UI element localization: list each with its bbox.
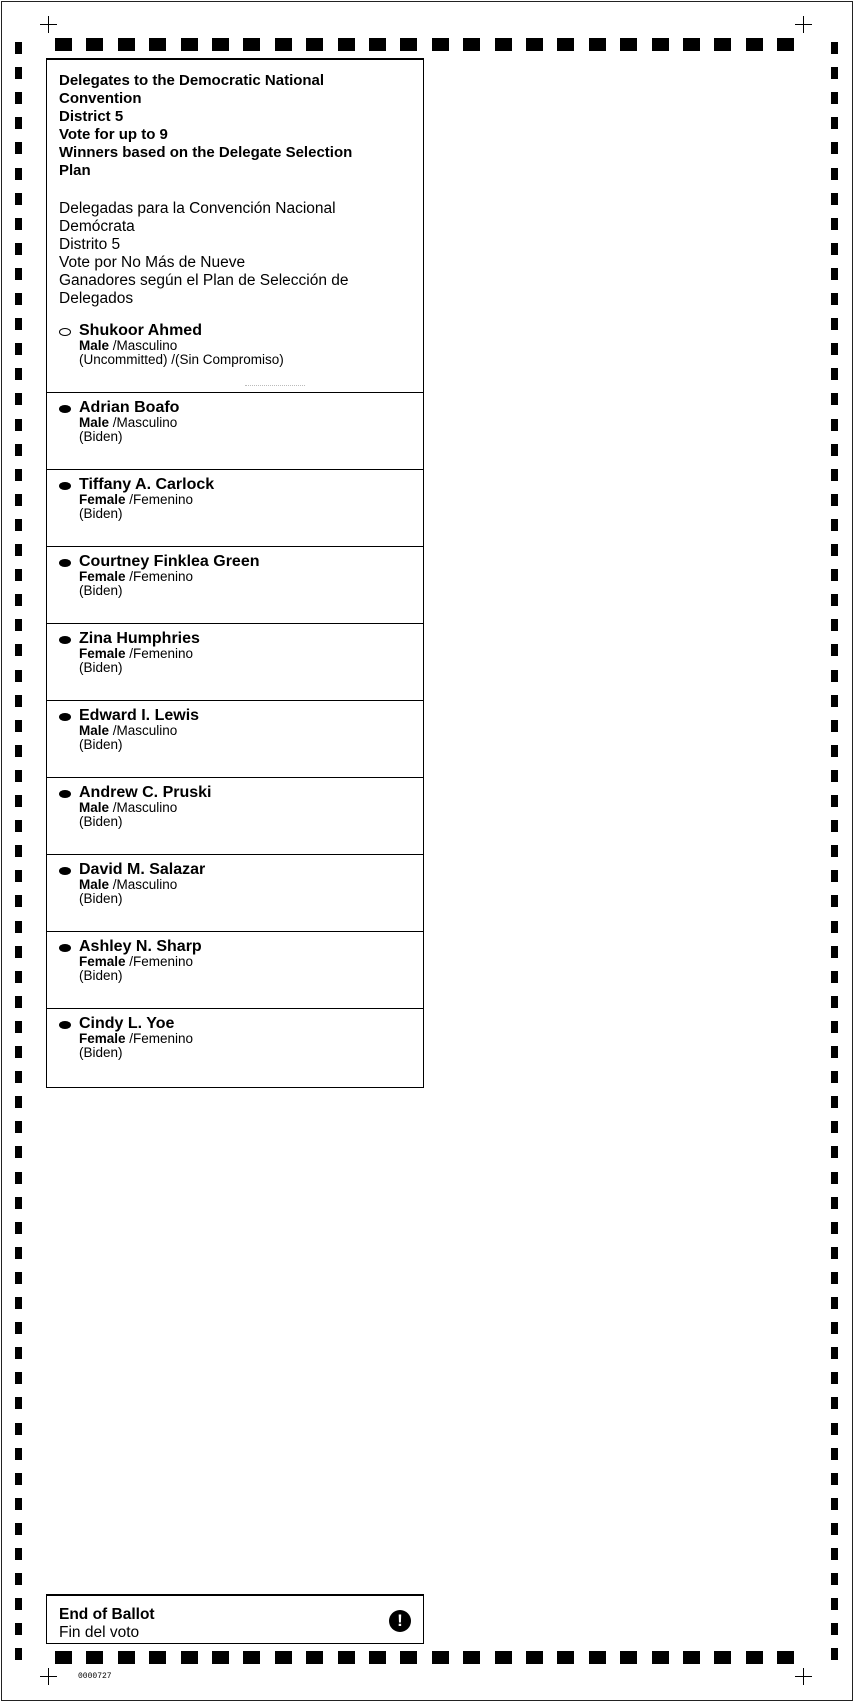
timing-mark xyxy=(15,1448,22,1460)
timing-mark xyxy=(15,368,22,380)
timing-mark xyxy=(683,38,700,51)
timing-mark xyxy=(831,1397,838,1409)
end-of-ballot-box xyxy=(46,1594,424,1644)
contest-title-line: Plan xyxy=(59,162,91,179)
registration-crosshair-icon xyxy=(795,16,812,33)
contest-title-line: Delegates to the Democratic National xyxy=(59,72,325,89)
timing-mark xyxy=(463,38,480,51)
timing-mark xyxy=(831,971,838,983)
gender-es: /Masculino xyxy=(109,415,178,430)
candidate-party: (Biden) xyxy=(79,814,123,829)
candidate-option[interactable] xyxy=(47,1009,423,1086)
timing-mark xyxy=(55,38,72,51)
timing-mark xyxy=(746,1651,763,1664)
timing-mark xyxy=(15,870,22,882)
timing-mark xyxy=(15,1397,22,1409)
timing-mark xyxy=(831,1197,838,1209)
timing-mark xyxy=(831,519,838,531)
timing-mark xyxy=(15,318,22,330)
timing-mark xyxy=(15,1172,22,1184)
timing-mark xyxy=(831,368,838,380)
timing-mark xyxy=(15,494,22,506)
timing-mark xyxy=(831,67,838,79)
timing-mark xyxy=(831,268,838,280)
timing-mark xyxy=(15,594,22,606)
candidate-option[interactable] xyxy=(47,547,423,624)
timing-mark xyxy=(463,1651,480,1664)
timing-mark xyxy=(620,1651,637,1664)
timing-mark xyxy=(831,168,838,180)
timing-mark xyxy=(15,745,22,757)
timing-mark xyxy=(831,193,838,205)
timing-mark xyxy=(831,218,838,230)
timing-mark xyxy=(15,1498,22,1510)
gender-en: Male xyxy=(79,415,110,430)
timing-mark xyxy=(831,444,838,456)
timing-mark xyxy=(275,1651,292,1664)
timing-mark xyxy=(831,594,838,606)
timing-mark xyxy=(15,142,22,154)
timing-mark xyxy=(212,1651,229,1664)
timing-mark xyxy=(831,92,838,104)
timing-mark xyxy=(831,569,838,581)
timing-mark xyxy=(831,1623,838,1635)
timing-mark xyxy=(15,795,22,807)
contest-title-es xyxy=(59,200,411,308)
timing-mark xyxy=(831,1448,838,1460)
vote-oval-icon[interactable] xyxy=(59,713,71,721)
timing-mark xyxy=(149,38,166,51)
timing-mark xyxy=(432,1651,449,1664)
timing-mark xyxy=(831,393,838,405)
timing-mark xyxy=(15,1573,22,1585)
timing-mark xyxy=(15,1648,22,1660)
timing-mark xyxy=(831,820,838,832)
contest-title-line-es: Delegados xyxy=(59,290,134,307)
timing-mark xyxy=(831,1473,838,1485)
timing-mark xyxy=(831,745,838,757)
timing-mark xyxy=(620,38,637,51)
timing-mark xyxy=(15,770,22,782)
candidate-party: (Biden) xyxy=(79,891,123,906)
timing-mark xyxy=(831,845,838,857)
timing-mark xyxy=(15,1096,22,1108)
timing-mark xyxy=(831,1573,838,1585)
registration-crosshair-icon xyxy=(40,1668,57,1685)
candidate-party: (Uncommitted) /(Sin Compromiso) xyxy=(79,352,284,367)
candidate-name: Courtney Finklea Green xyxy=(79,553,260,570)
timing-mark xyxy=(15,243,22,255)
candidate-party: (Biden) xyxy=(79,429,123,444)
gender-es: /Femenino xyxy=(125,646,194,661)
timing-mark xyxy=(831,117,838,129)
timing-mark xyxy=(15,1473,22,1485)
candidate-gender xyxy=(79,339,423,353)
timing-mark xyxy=(15,343,22,355)
timing-mark xyxy=(181,1651,198,1664)
timing-mark xyxy=(55,1651,72,1664)
candidate-gender xyxy=(79,955,423,969)
candidate-gender xyxy=(79,878,423,892)
gender-en: Female xyxy=(79,492,126,507)
vote-oval-icon[interactable] xyxy=(59,790,71,798)
timing-mark xyxy=(831,1598,838,1610)
candidate-name: Ashley N. Sharp xyxy=(79,938,202,955)
timing-mark xyxy=(15,820,22,832)
timing-mark xyxy=(369,1651,386,1664)
timing-mark xyxy=(831,343,838,355)
timing-mark xyxy=(118,38,135,51)
vote-oval-icon[interactable] xyxy=(59,328,71,336)
timing-mark xyxy=(15,670,22,682)
candidate-gender xyxy=(79,493,423,507)
gender-es: /Femenino xyxy=(125,1031,194,1046)
timing-mark xyxy=(15,293,22,305)
timing-mark xyxy=(831,720,838,732)
timing-mark xyxy=(831,870,838,882)
timing-mark xyxy=(15,1598,22,1610)
contest-title-line: Vote for up to 9 xyxy=(59,126,168,143)
timing-mark xyxy=(15,569,22,581)
vote-oval-icon[interactable] xyxy=(59,405,71,413)
candidate-party: (Biden) xyxy=(79,583,123,598)
timing-mark xyxy=(15,268,22,280)
timing-mark xyxy=(831,1021,838,1033)
timing-mark xyxy=(400,1651,417,1664)
contest-title-line-es: Demócrata xyxy=(59,218,135,235)
timing-mark xyxy=(831,419,838,431)
registration-crosshair-icon xyxy=(795,1668,812,1685)
timing-mark xyxy=(831,1247,838,1259)
timing-mark xyxy=(243,38,260,51)
gender-es: /Masculino xyxy=(109,723,178,738)
timing-mark xyxy=(831,1272,838,1284)
timing-mark xyxy=(15,845,22,857)
candidate-party: (Biden) xyxy=(79,506,123,521)
timing-mark xyxy=(15,519,22,531)
timing-mark xyxy=(369,38,386,51)
timing-mark xyxy=(86,1651,103,1664)
contest-title-line-es: Delegadas para la Convención Nacional xyxy=(59,200,336,217)
timing-mark xyxy=(831,795,838,807)
candidate-gender xyxy=(79,416,423,430)
gender-es: /Femenino xyxy=(125,569,194,584)
faint-divider xyxy=(245,385,305,386)
timing-mark xyxy=(831,469,838,481)
timing-mark xyxy=(831,770,838,782)
gender-es: /Femenino xyxy=(125,954,194,969)
timing-mark xyxy=(306,38,323,51)
contest-title-line-es: Vote por No Más de Nueve xyxy=(59,254,246,271)
timing-mark xyxy=(714,38,731,51)
vote-oval-icon[interactable] xyxy=(59,1021,71,1029)
timing-mark xyxy=(683,1651,700,1664)
timing-mark xyxy=(15,644,22,656)
timing-mark xyxy=(714,1651,731,1664)
timing-mark xyxy=(15,168,22,180)
timing-mark xyxy=(495,1651,512,1664)
timing-mark xyxy=(831,1121,838,1133)
timing-mark xyxy=(15,1623,22,1635)
contest-title-line: District 5 xyxy=(59,108,124,125)
timing-mark xyxy=(15,921,22,933)
timing-mark xyxy=(831,1222,838,1234)
timing-mark xyxy=(15,1548,22,1560)
timing-mark xyxy=(118,1651,135,1664)
gender-en: Female xyxy=(79,569,126,584)
gender-en: Female xyxy=(79,1031,126,1046)
timing-mark xyxy=(831,1046,838,1058)
registration-crosshair-icon xyxy=(40,16,57,33)
candidate-option[interactable] xyxy=(47,393,423,470)
timing-mark xyxy=(557,1651,574,1664)
timing-mark xyxy=(15,1146,22,1158)
candidate-party: (Biden) xyxy=(79,1045,123,1060)
vote-oval-icon[interactable] xyxy=(59,482,71,490)
timing-mark xyxy=(15,1247,22,1259)
end-of-ballot-label-es: Fin del voto xyxy=(59,1624,140,1641)
candidate-party: (Biden) xyxy=(79,737,123,752)
timing-mark xyxy=(15,1021,22,1033)
timing-mark xyxy=(15,1297,22,1309)
timing-mark xyxy=(149,1651,166,1664)
timing-mark xyxy=(831,1548,838,1560)
timing-mark xyxy=(652,1651,669,1664)
timing-mark xyxy=(15,946,22,958)
timing-mark xyxy=(338,38,355,51)
timing-mark xyxy=(400,38,417,51)
ballot-id: 0000727 xyxy=(78,1672,112,1681)
timing-mark xyxy=(306,1651,323,1664)
timing-mark xyxy=(831,1372,838,1384)
timing-mark xyxy=(432,38,449,51)
timing-mark xyxy=(275,38,292,51)
gender-en: Female xyxy=(79,646,126,661)
contest-header xyxy=(47,60,423,316)
contest-title-line: Convention xyxy=(59,90,142,107)
candidate-name: Andrew C. Pruski xyxy=(79,784,212,801)
timing-mark xyxy=(831,1071,838,1083)
vote-oval-icon[interactable] xyxy=(59,559,71,567)
timing-mark xyxy=(557,38,574,51)
candidate-option[interactable] xyxy=(47,701,423,778)
candidate-option[interactable] xyxy=(47,470,423,547)
timing-mark xyxy=(831,1172,838,1184)
timing-mark xyxy=(15,619,22,631)
candidate-option[interactable] xyxy=(47,778,423,855)
timing-mark xyxy=(15,393,22,405)
timing-mark xyxy=(831,42,838,54)
timing-mark xyxy=(831,142,838,154)
timing-mark xyxy=(15,444,22,456)
candidate-option[interactable] xyxy=(47,624,423,701)
timing-mark xyxy=(15,1071,22,1083)
timing-mark xyxy=(15,1523,22,1535)
candidate-gender xyxy=(79,724,423,738)
gender-en: Male xyxy=(79,338,110,353)
timing-mark xyxy=(15,1372,22,1384)
timing-mark xyxy=(15,1423,22,1435)
gender-es: /Femenino xyxy=(125,492,194,507)
timing-mark xyxy=(181,38,198,51)
gender-en: Male xyxy=(79,723,110,738)
candidate-name: Tiffany A. Carlock xyxy=(79,476,215,493)
gender-en: Male xyxy=(79,877,110,892)
timing-mark xyxy=(15,996,22,1008)
candidate-name: Edward I. Lewis xyxy=(79,707,200,724)
contest-title-line-es: Distrito 5 xyxy=(59,236,121,253)
timing-mark xyxy=(831,996,838,1008)
candidate-name: Adrian Boafo xyxy=(79,399,180,416)
timing-mark xyxy=(243,1651,260,1664)
candidate-option[interactable] xyxy=(47,932,423,1009)
timing-mark xyxy=(526,38,543,51)
candidate-gender xyxy=(79,801,423,815)
vote-oval-icon[interactable] xyxy=(59,636,71,644)
timing-mark xyxy=(831,1297,838,1309)
candidate-name: Cindy L. Yoe xyxy=(79,1015,175,1032)
timing-mark xyxy=(831,619,838,631)
timing-mark xyxy=(831,1648,838,1660)
timing-mark xyxy=(831,243,838,255)
timing-mark xyxy=(495,38,512,51)
timing-mark xyxy=(15,971,22,983)
candidate-gender xyxy=(79,1032,423,1046)
candidate-gender xyxy=(79,647,423,661)
candidate-option[interactable] xyxy=(47,855,423,932)
timing-mark xyxy=(15,92,22,104)
timing-mark xyxy=(15,720,22,732)
timing-mark xyxy=(831,1423,838,1435)
timing-mark xyxy=(777,38,794,51)
timing-mark xyxy=(831,293,838,305)
timing-mark xyxy=(589,1651,606,1664)
gender-es: /Masculino xyxy=(109,338,178,353)
candidate-party: (Biden) xyxy=(79,968,123,983)
vote-oval-icon[interactable] xyxy=(59,944,71,952)
timing-mark xyxy=(831,670,838,682)
gender-en: Male xyxy=(79,800,110,815)
timing-mark xyxy=(831,946,838,958)
gender-es: /Masculino xyxy=(109,877,178,892)
timing-mark xyxy=(831,1096,838,1108)
candidate-party: (Biden) xyxy=(79,660,123,675)
timing-mark xyxy=(15,1046,22,1058)
timing-mark xyxy=(212,38,229,51)
gender-es: /Masculino xyxy=(109,800,178,815)
candidate-gender xyxy=(79,570,423,584)
timing-mark xyxy=(831,921,838,933)
timing-mark xyxy=(831,544,838,556)
timing-mark xyxy=(15,419,22,431)
timing-mark xyxy=(15,1272,22,1284)
timing-mark xyxy=(15,42,22,54)
timing-mark xyxy=(15,1197,22,1209)
end-of-ballot-label: End of Ballot xyxy=(59,1606,155,1623)
timing-mark xyxy=(86,38,103,51)
vote-oval-icon[interactable] xyxy=(59,867,71,875)
timing-mark xyxy=(831,1498,838,1510)
timing-mark xyxy=(831,644,838,656)
timing-mark xyxy=(338,1651,355,1664)
timing-mark xyxy=(15,695,22,707)
timing-mark xyxy=(15,1322,22,1334)
timing-mark xyxy=(831,1523,838,1535)
timing-mark xyxy=(831,1146,838,1158)
timing-mark xyxy=(15,67,22,79)
timing-mark xyxy=(15,1347,22,1359)
timing-mark xyxy=(746,38,763,51)
contest-title-en xyxy=(59,72,411,180)
gender-en: Female xyxy=(79,954,126,969)
candidate-name: Shukoor Ahmed xyxy=(79,322,202,339)
candidate-name: Zina Humphries xyxy=(79,630,200,647)
timing-mark xyxy=(777,1651,794,1664)
timing-mark xyxy=(15,469,22,481)
contest-title-line: Winners based on the Delegate Selection xyxy=(59,144,353,161)
exclamation-alert-icon: ! xyxy=(389,1610,411,1632)
timing-mark xyxy=(589,38,606,51)
timing-mark xyxy=(15,193,22,205)
timing-mark xyxy=(15,895,22,907)
candidate-list xyxy=(47,316,423,1086)
candidate-name: David M. Salazar xyxy=(79,861,206,878)
timing-mark xyxy=(15,1121,22,1133)
timing-mark xyxy=(831,494,838,506)
timing-mark xyxy=(831,318,838,330)
timing-mark xyxy=(15,544,22,556)
contest-title-line-es: Ganadores según el Plan de Selección de xyxy=(59,272,349,289)
timing-mark xyxy=(15,117,22,129)
contest-box xyxy=(46,58,424,1088)
timing-mark xyxy=(831,1347,838,1359)
timing-mark xyxy=(652,38,669,51)
candidate-option[interactable] xyxy=(47,316,423,393)
timing-mark xyxy=(831,895,838,907)
timing-mark xyxy=(15,1222,22,1234)
timing-mark xyxy=(831,1322,838,1334)
timing-mark xyxy=(15,218,22,230)
timing-mark xyxy=(526,1651,543,1664)
timing-mark xyxy=(831,695,838,707)
